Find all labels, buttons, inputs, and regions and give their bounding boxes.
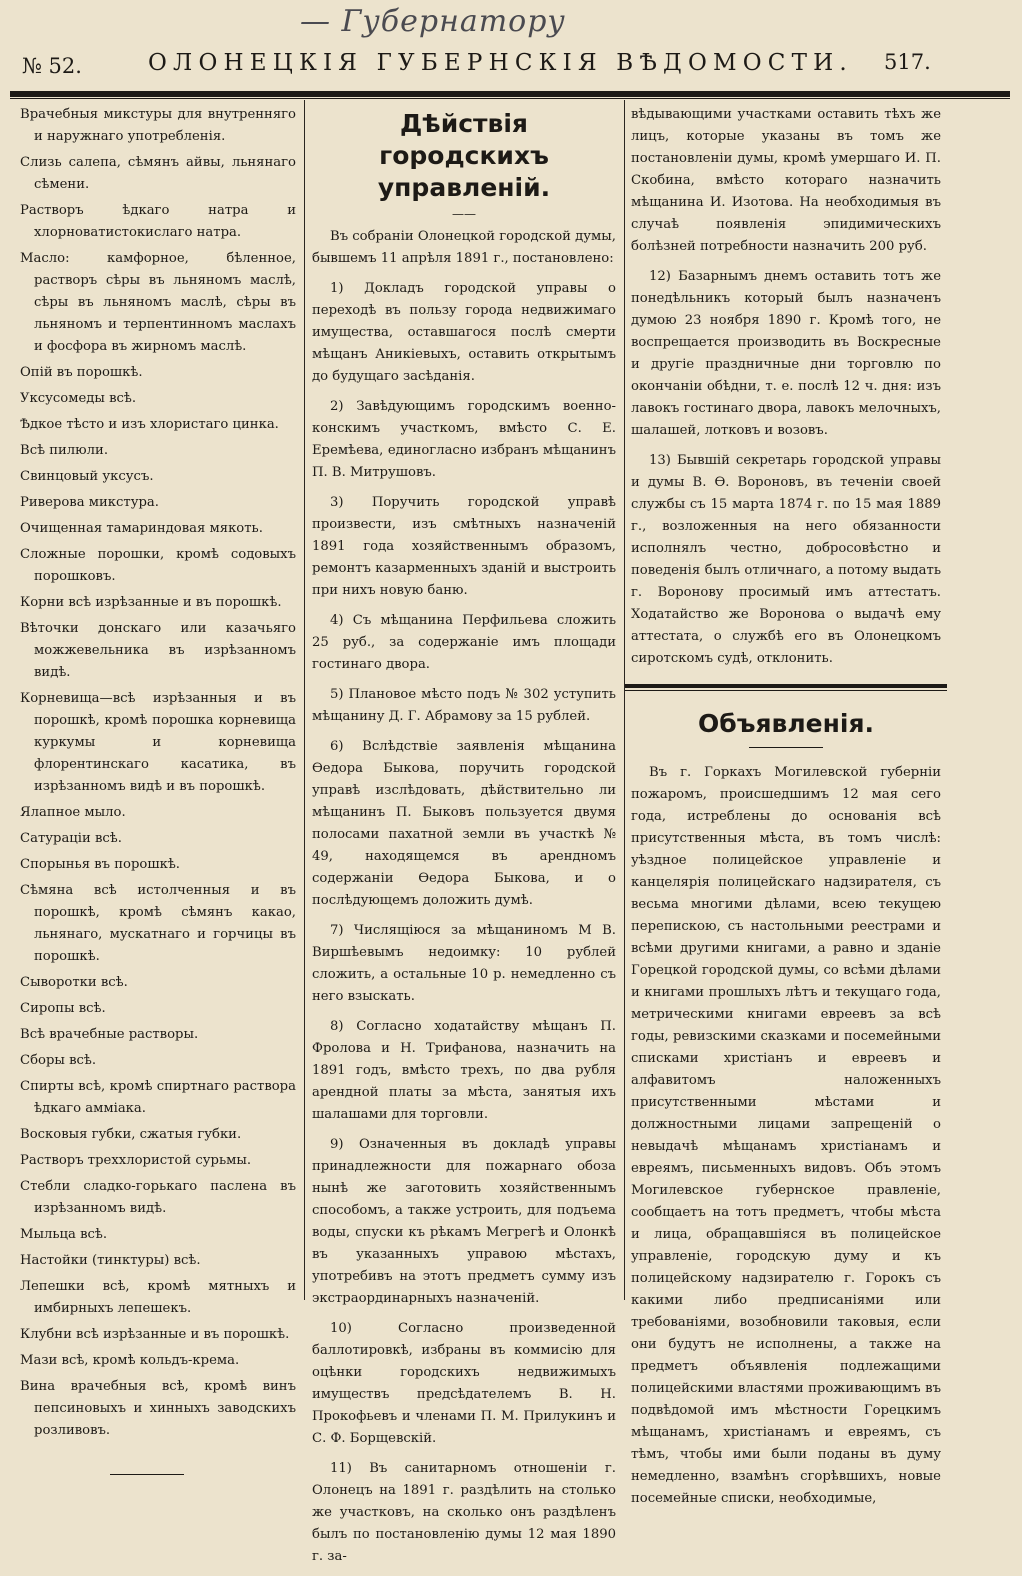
paragraph: 13) Бывшій секретарь городской управы и думы В. Ѳ. Вороновъ, въ теченіи своей службы съ 15 марта 1874 г. по 15 мая 1889 г., возложенныя на него обязанности исполнялъ честно, добросовѣстно и поведенія былъ отличнаго, а потому выдать г. Воронову просимый имъ аттестатъ. Ходатайство же Воронова о выдачѣ ему аттестата, о службѣ его въ Олонецкомъ сиротскомъ судѣ, отклонить. (631, 453, 941, 666)
list-item: Свинцовый уксусъ. (20, 469, 154, 484)
list-item: Уксусомеды всѣ. (20, 391, 137, 406)
list-item: Лепешки всѣ, кромѣ мятныхъ и имбирныхъ лепешекъ. (20, 1279, 296, 1316)
column-city-actions (312, 104, 616, 1576)
paragraph: 1) Докладъ городской управы о переходѣ въ пользу города недвижимаго имущества, оставшагося послѣ смерти мѣщанъ Аникіевыхъ, оставить открытымъ до будущаго засѣданія. (312, 281, 616, 384)
list-item: Сыворотки всѣ. (20, 975, 128, 990)
list-item: Ялапное мыло. (20, 805, 126, 820)
list-item: Клубни всѣ изрѣзанные и въ порошкѣ. (20, 1327, 290, 1342)
list-item: Спорынья въ порошкѣ. (20, 857, 181, 872)
list-item: Спирты всѣ, кромѣ спиртнаго раствора ѣдкаго аммiака. (20, 1079, 296, 1116)
list-item: Вѣточки донскаго или казачьяго можжевельника въ изрѣзанномъ видѣ. (20, 621, 296, 680)
paragraph: 6) Вслѣдствіе заявленія мѣщанина Ѳедора Быкова, поручить городской управѣ изслѣдовать, дѣйствительно ли мѣщанинъ П. Быковъ пользуется двумя полосами пахатной земли въ участкѣ № 49, находящемся въ арендномъ содержаніи Ѳедора Быкова, и о послѣдующемъ доложить думѣ. (312, 739, 616, 908)
announcement-text: Въ г. Горкахъ Могилевской губерніи пожаромъ, происшедшимъ 12 мая сего года, истреблены до основанія всѣ присутственныя мѣста, въ томъ числѣ: уѣздное полицейское управленіе и канцелярія полицейскаго надзирателя, съ весьма многими дѣлами, всею текущею перепискою, съ настольными реестрами и всѣми другими книгами, а равно и зданіе Горецкой городской думы, со всѣми дѣлами и книгами прошлыхъ лѣтъ и текущаго года, метрическими книгами евреевъ за всѣ годы, ревизскими сказками и посемейными списками христіанъ и евреевъ и алфавитомъ наложенныхъ присутственными мѣстами и должностными лицами запрещеній о невыдачѣ мѣщанамъ христіанамъ и евреямъ, письменныхъ видовъ. Объ этомъ Могилевское губернское правленіе, сообщаетъ на тотъ предметъ, чтобы мѣста и лица, обращавшіяся въ полицейское управленіе, городскую думу и къ полицейскому надзирателю г. Горокъ съ какими либо предписаніями или требованіями, возобновили таковыя, если они будутъ не исполнены, а также на предметъ объявленія подлежащими полицейскими властями проживающимъ въ подвѣдомой имъ мѣстности Горецкимъ мѣщанамъ, христіанамъ и евреямъ, съ тѣмъ, чтобы ими были поданы въ думу немедленно, взамѣнъ сгорѣвшихъ, новые посемейные списки, необходимые, (631, 765, 941, 1506)
list-item: Врачебныя микстуры для внутренняго и наружнаго употребленія. (20, 107, 296, 144)
end-rule (110, 1474, 184, 1475)
list-item: Стебли сладко-горькаго паслена въ изрѣзанномъ видѣ. (20, 1179, 296, 1216)
section-title: Дѣйствія городскихъ управленій. (377, 109, 551, 202)
section-rule-heavy (625, 684, 947, 688)
handwritten-note: — Губернатору (300, 4, 566, 39)
paragraph: 2) Завѣдующимъ городскимъ военно-конскимъ участкомъ, вмѣсто С. Е. Еремѣева, единогласно избранъ мѣщанинъ П. В. Митрушовъ. (312, 399, 616, 480)
column-medicines (20, 104, 296, 1475)
column-continued-announcements (631, 104, 941, 1518)
list-item: Опій въ порошкѣ. (20, 365, 143, 380)
paragraph: 5) Плановое мѣсто подъ № 302 уступить мѣщанину Д. Г. Абрамову за 15 рублей. (312, 687, 616, 724)
issue-number: № 52. (22, 54, 82, 78)
list-item: Растворъ ѣдкаго натра и хлорноватистокислаго натра. (20, 203, 296, 240)
paragraph: 9) Означенныя въ докладѣ управы принадлежности для пожарнаго обоза нынѣ же заготовить хозяйственнымъ способомъ, а также устроить, для подъема воды, спуски къ рѣкамъ Мегрегѣ и Олонкѣ въ указанныхъ управою мѣстахъ, употребивъ на этотъ предметъ сумму изъ экстраординарныхъ назначеній. (312, 1137, 616, 1306)
list-item: Настойки (тинктуры) всѣ. (20, 1253, 201, 1268)
page-number: 517. (884, 50, 931, 74)
list-item: Мази всѣ, кромѣ кольдъ-крема. (20, 1353, 240, 1368)
paragraph: 11) Въ санитарномъ отношеніи г. Олонецъ на 1891 г. раздѣлить на столько же участковъ, на сколько онъ раздѣленъ былъ по постановленію думы 12 мая 1890 г. за- (312, 1461, 616, 1564)
paragraph: 12) Базарнымъ днемъ оставить тотъ же понедѣльникъ который былъ назначенъ думою 23 ноября 1890 г. Кромѣ того, не воспрещается производить въ Воскресные и другіе праздничные дни торговлю по окончаніи обѣдни, т. е. послѣ 12 ч. дня: изъ лавокъ гостинаго двора, лавокъ мелочныхъ, шалашей, лотковъ и возовъ. (631, 269, 941, 438)
list-item: Всѣ пилюли. (20, 443, 109, 458)
list-item: Сборы всѣ. (20, 1053, 97, 1068)
paragraph: 10) Согласно произведенной баллотировкѣ, избраны въ коммисію для оцѣнки городскихъ недвижимыхъ имуществъ предсѣдателемъ В. Н. Прокофьевъ и членами П. М. Прилукинъ и С. Ф. Борщевскій. (312, 1321, 616, 1446)
column-divider-left (304, 100, 305, 1300)
list-item: Всѣ врачебные растворы. (20, 1027, 199, 1042)
paragraph: 3) Поручить городской управѣ произвести, изъ смѣтныхъ назначеній 1891 года хозяйственнымъ образомъ, ремонтъ казарменныхъ зданій и выстроить при нихъ новую баню. (312, 495, 616, 598)
list-item: Мыльца всѣ. (20, 1227, 108, 1242)
list-item: Корни всѣ изрѣзанные и въ порошкѣ. (20, 595, 282, 610)
paragraph: Въ собраніи Олонецкой городской думы, бывшемъ 11 апрѣля 1891 г., постановлено: (312, 229, 616, 266)
list-item: Сиропы всѣ. (20, 1001, 106, 1016)
list-item: Очищенная тамариндовая мякоть. (20, 521, 263, 536)
list-item: Сатураціи всѣ. (20, 831, 122, 846)
list-item: Корневища—всѣ изрѣзанныя и въ порошкѣ, кромѣ порошка корневища куркумы и корневища флорентинскаго касатика, въ изрѣзанномъ видѣ и въ порошкѣ. (20, 691, 296, 794)
title-dash: —— (452, 207, 476, 221)
announcements-rule (749, 747, 823, 748)
list-item: Вина врачебныя всѣ, кромѣ винъ пепсиновыхъ и хинныхъ заводскихъ розливовъ. (20, 1379, 296, 1438)
list-item: Риверова микстура. (20, 495, 159, 510)
paragraph: вѣдывающими участками оставить тѣхъ же лицъ, которые указаны въ томъ же постановленіи думы, кромѣ умершаго И. П. Скобина, вмѣсто котораго назначить мѣщанина И. Изотова. На необходимыя въ случаѣ появленія эпидимическихъ болѣзней потребности назначить 200 руб. (631, 107, 941, 254)
section-rule-thin (625, 690, 947, 691)
paragraph: 7) Числящіюся за мѣщаниномъ М В. Виршѣевымъ недоимку: 10 рублей сложить, а остальные 10 р. немедленно съ него взыскать. (312, 923, 616, 1004)
list-item: Сложные порошки, кромѣ содовыхъ порошковъ. (20, 547, 296, 584)
newspaper-title: ОЛОНЕЦКІЯ ГУБЕРНСКІЯ ВѢДОМОСТИ. (148, 50, 853, 76)
paragraph: 4) Съ мѣщанина Перфильева сложить 25 руб., за содержаніе имъ площади гостинаго двора. (312, 613, 616, 672)
announcements-title: Объявленія. (697, 709, 875, 738)
list-item: Ѣдкое тѣсто и изъ хлористаго цинка. (20, 417, 279, 432)
paragraph: 8) Согласно ходатайству мѣщанъ П. Фролова и Н. Трифанова, назначить на 1891 годъ, вмѣсто трехъ, по два рубля арендной платы за мѣста, занятыя ихъ шалашами для торговли. (312, 1019, 616, 1122)
header-rule (10, 91, 1010, 97)
list-item: Масло: камфорное, бѣленное, растворъ сѣры въ льняномъ маслѣ, сѣры въ льняномъ маслѣ, сѣры въ льняномъ и терпентинномъ маслахъ и фосфора въ жирномъ маслѣ. (20, 251, 296, 354)
list-item: Восковыя губки, сжатыя губки. (20, 1127, 242, 1142)
column-divider-right (624, 100, 625, 1300)
list-item: Растворъ треххлористой сурьмы. (20, 1153, 252, 1168)
list-item: Сѣмяна всѣ истолченныя и въ порошкѣ, кромѣ сѣмянъ какао, льнянаго, мускатнаго и горчицы въ порошкѣ. (20, 883, 296, 964)
list-item: Слизь салепа, сѣмянъ айвы, льнянаго сѣмени. (20, 155, 296, 192)
